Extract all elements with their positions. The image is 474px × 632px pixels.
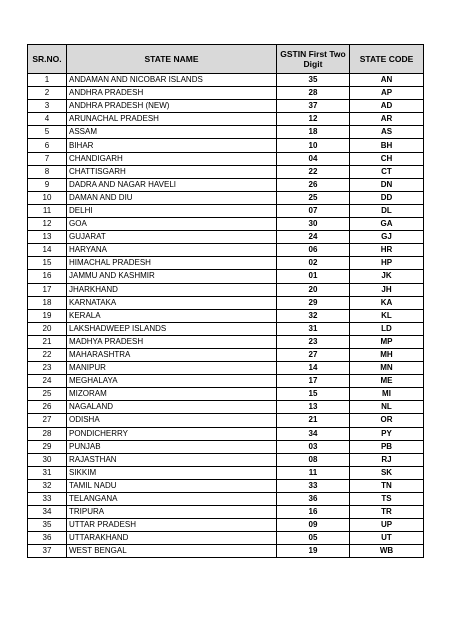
- sr-no-cell: 16: [28, 270, 67, 283]
- table-row: [28, 427, 424, 440]
- gstin-digit-cell: 20: [277, 283, 350, 296]
- state-code-cell: TN: [350, 479, 424, 492]
- sr-no-cell: 14: [28, 244, 67, 257]
- sr-no-cell: 3: [28, 100, 67, 113]
- gstin-digit-cell: 28: [277, 87, 350, 100]
- header-state-name: STATE NAME: [67, 45, 277, 74]
- sr-no-cell: 27: [28, 414, 67, 427]
- state-name-cell: RAJASTHAN: [67, 453, 277, 466]
- sr-no-cell: 13: [28, 231, 67, 244]
- header-state-code: STATE CODE: [350, 45, 424, 74]
- gstin-digit-cell: 35: [277, 74, 350, 87]
- gstin-digit-cell: 10: [277, 139, 350, 152]
- sr-no-cell: 20: [28, 322, 67, 335]
- header-sr-no: SR.NO.: [28, 45, 67, 74]
- sr-no-cell: 8: [28, 165, 67, 178]
- table-row: [28, 165, 424, 178]
- gstin-digit-cell: 24: [277, 231, 350, 244]
- state-code-cell: AN: [350, 74, 424, 87]
- state-code-cell: ME: [350, 375, 424, 388]
- table-row: [28, 139, 424, 152]
- sr-no-cell: 4: [28, 113, 67, 126]
- sr-no-cell: 25: [28, 388, 67, 401]
- sr-no-cell: 6: [28, 139, 67, 152]
- gstin-digit-cell: 01: [277, 270, 350, 283]
- sr-no-cell: 28: [28, 427, 67, 440]
- gstin-digit-cell: 26: [277, 178, 350, 191]
- state-name-cell: GOA: [67, 218, 277, 231]
- gstin-digit-cell: 13: [277, 401, 350, 414]
- state-name-cell: HIMACHAL PRADESH: [67, 257, 277, 270]
- state-name-cell: ANDHRA PRADESH: [67, 87, 277, 100]
- state-name-cell: NAGALAND: [67, 401, 277, 414]
- state-name-cell: WEST BENGAL: [67, 545, 277, 558]
- state-code-cell: UT: [350, 532, 424, 545]
- state-code-table: [27, 44, 424, 558]
- gstin-digit-cell: 21: [277, 414, 350, 427]
- state-name-cell: MIZORAM: [67, 388, 277, 401]
- state-name-cell: BIHAR: [67, 139, 277, 152]
- sr-no-cell: 22: [28, 348, 67, 361]
- state-code-cell: AR: [350, 113, 424, 126]
- gstin-digit-cell: 19: [277, 545, 350, 558]
- state-name-cell: JAMMU AND KASHMIR: [67, 270, 277, 283]
- state-name-cell: PONDICHERRY: [67, 427, 277, 440]
- sr-no-cell: 33: [28, 493, 67, 506]
- gstin-digit-cell: 15: [277, 388, 350, 401]
- table-row: [28, 87, 424, 100]
- state-code-cell: LD: [350, 322, 424, 335]
- state-name-cell: DAMAN AND DIU: [67, 191, 277, 204]
- state-code-cell: GA: [350, 218, 424, 231]
- state-name-cell: ANDHRA PRADESH (NEW): [67, 100, 277, 113]
- sr-no-cell: 12: [28, 218, 67, 231]
- state-code-cell: KL: [350, 309, 424, 322]
- state-code-cell: JH: [350, 283, 424, 296]
- gstin-digit-cell: 08: [277, 453, 350, 466]
- state-code-cell: SK: [350, 466, 424, 479]
- sr-no-cell: 21: [28, 335, 67, 348]
- state-name-cell: ASSAM: [67, 126, 277, 139]
- state-name-cell: LAKSHADWEEP ISLANDS: [67, 322, 277, 335]
- table-row: [28, 100, 424, 113]
- state-code-cell: DD: [350, 191, 424, 204]
- gstin-digit-cell: 12: [277, 113, 350, 126]
- table-row: [28, 375, 424, 388]
- state-name-cell: MAHARASHTRA: [67, 348, 277, 361]
- gstin-digit-cell: 07: [277, 204, 350, 217]
- state-code-cell: UP: [350, 519, 424, 532]
- table-row: [28, 519, 424, 532]
- sr-no-cell: 11: [28, 204, 67, 217]
- table-row: [28, 191, 424, 204]
- state-code-cell: CH: [350, 152, 424, 165]
- gstin-digit-cell: 02: [277, 257, 350, 270]
- sr-no-cell: 10: [28, 191, 67, 204]
- state-code-cell: MI: [350, 388, 424, 401]
- state-name-cell: JHARKHAND: [67, 283, 277, 296]
- table-row: [28, 244, 424, 257]
- table-row: [28, 257, 424, 270]
- gstin-digit-cell: 33: [277, 479, 350, 492]
- gstin-digit-cell: 27: [277, 348, 350, 361]
- sr-no-cell: 9: [28, 178, 67, 191]
- state-name-cell: ODISHA: [67, 414, 277, 427]
- table-row: [28, 335, 424, 348]
- gstin-digit-cell: 04: [277, 152, 350, 165]
- state-name-cell: UTTARAKHAND: [67, 532, 277, 545]
- table-row: [28, 322, 424, 335]
- sr-no-cell: 37: [28, 545, 67, 558]
- state-code-cell: JK: [350, 270, 424, 283]
- sr-no-cell: 31: [28, 466, 67, 479]
- state-name-cell: MADHYA PRADESH: [67, 335, 277, 348]
- state-name-cell: MANIPUR: [67, 362, 277, 375]
- state-code-cell: TR: [350, 506, 424, 519]
- state-name-cell: ANDAMAN AND NICOBAR ISLANDS: [67, 74, 277, 87]
- sr-no-cell: 18: [28, 296, 67, 309]
- gstin-digit-cell: 09: [277, 519, 350, 532]
- table-row: [28, 283, 424, 296]
- gstin-digit-cell: 14: [277, 362, 350, 375]
- gstin-digit-cell: 05: [277, 532, 350, 545]
- header-gstin-digit: GSTIN First Two Digit: [277, 45, 350, 74]
- state-name-cell: KARNATAKA: [67, 296, 277, 309]
- gstin-digit-cell: 23: [277, 335, 350, 348]
- sr-no-cell: 29: [28, 440, 67, 453]
- state-code-cell: WB: [350, 545, 424, 558]
- table-row: [28, 362, 424, 375]
- gstin-digit-cell: 03: [277, 440, 350, 453]
- state-name-cell: UTTAR PRADESH: [67, 519, 277, 532]
- gstin-digit-cell: 30: [277, 218, 350, 231]
- state-name-cell: GUJARAT: [67, 231, 277, 244]
- state-code-cell: AD: [350, 100, 424, 113]
- gstin-digit-cell: 16: [277, 506, 350, 519]
- table-row: [28, 440, 424, 453]
- sr-no-cell: 2: [28, 87, 67, 100]
- sr-no-cell: 19: [28, 309, 67, 322]
- table-row: [28, 466, 424, 479]
- sr-no-cell: 17: [28, 283, 67, 296]
- state-name-cell: HARYANA: [67, 244, 277, 257]
- table-row: [28, 152, 424, 165]
- state-name-cell: ARUNACHAL PRADESH: [67, 113, 277, 126]
- sr-no-cell: 32: [28, 479, 67, 492]
- state-name-cell: DADRA AND NAGAR HAVELI: [67, 178, 277, 191]
- table-row: [28, 231, 424, 244]
- header-row: [28, 45, 424, 74]
- table-row: [28, 74, 424, 87]
- gstin-digit-cell: 36: [277, 493, 350, 506]
- table-row: [28, 453, 424, 466]
- state-name-cell: KERALA: [67, 309, 277, 322]
- gstin-digit-cell: 29: [277, 296, 350, 309]
- state-code-cell: AS: [350, 126, 424, 139]
- state-code-cell: PY: [350, 427, 424, 440]
- state-name-cell: CHATTISGARH: [67, 165, 277, 178]
- state-name-cell: TRIPURA: [67, 506, 277, 519]
- gstin-digit-cell: 37: [277, 100, 350, 113]
- state-code-cell: MP: [350, 335, 424, 348]
- table-row: [28, 204, 424, 217]
- state-code-cell: PB: [350, 440, 424, 453]
- table-row: [28, 178, 424, 191]
- table-row: [28, 126, 424, 139]
- table-row: [28, 532, 424, 545]
- table-row: [28, 270, 424, 283]
- state-name-cell: CHANDIGARH: [67, 152, 277, 165]
- gstin-digit-cell: 22: [277, 165, 350, 178]
- state-code-cell: GJ: [350, 231, 424, 244]
- table-row: [28, 218, 424, 231]
- state-code-cell: DL: [350, 204, 424, 217]
- table-row: [28, 113, 424, 126]
- sr-no-cell: 36: [28, 532, 67, 545]
- sr-no-cell: 1: [28, 74, 67, 87]
- gstin-digit-cell: 32: [277, 309, 350, 322]
- gstin-digit-cell: 17: [277, 375, 350, 388]
- state-name-cell: DELHI: [67, 204, 277, 217]
- gstin-digit-cell: 11: [277, 466, 350, 479]
- table-row: [28, 388, 424, 401]
- sr-no-cell: 30: [28, 453, 67, 466]
- table-row: [28, 545, 424, 558]
- table-row: [28, 296, 424, 309]
- sr-no-cell: 35: [28, 519, 67, 532]
- state-code-cell: RJ: [350, 453, 424, 466]
- state-code-cell: HP: [350, 257, 424, 270]
- sr-no-cell: 23: [28, 362, 67, 375]
- state-name-cell: MEGHALAYA: [67, 375, 277, 388]
- table-row: [28, 493, 424, 506]
- sr-no-cell: 26: [28, 401, 67, 414]
- gstin-digit-cell: 18: [277, 126, 350, 139]
- table-row: [28, 479, 424, 492]
- sr-no-cell: 24: [28, 375, 67, 388]
- state-code-cell: MH: [350, 348, 424, 361]
- state-code-cell: CT: [350, 165, 424, 178]
- state-name-cell: SIKKIM: [67, 466, 277, 479]
- table-row: [28, 348, 424, 361]
- state-name-cell: TELANGANA: [67, 493, 277, 506]
- table-row: [28, 506, 424, 519]
- gstin-digit-cell: 34: [277, 427, 350, 440]
- state-code-cell: MN: [350, 362, 424, 375]
- state-code-cell: HR: [350, 244, 424, 257]
- state-code-cell: KA: [350, 296, 424, 309]
- sr-no-cell: 5: [28, 126, 67, 139]
- state-code-cell: DN: [350, 178, 424, 191]
- state-code-cell: NL: [350, 401, 424, 414]
- sr-no-cell: 34: [28, 506, 67, 519]
- table-body: [28, 74, 424, 558]
- gstin-digit-cell: 31: [277, 322, 350, 335]
- gstin-digit-cell: 06: [277, 244, 350, 257]
- state-code-cell: TS: [350, 493, 424, 506]
- state-code-cell: AP: [350, 87, 424, 100]
- table-row: [28, 401, 424, 414]
- sr-no-cell: 15: [28, 257, 67, 270]
- table-row: [28, 414, 424, 427]
- gstin-digit-cell: 25: [277, 191, 350, 204]
- state-name-cell: TAMIL NADU: [67, 479, 277, 492]
- state-code-cell: BH: [350, 139, 424, 152]
- table-row: [28, 309, 424, 322]
- sr-no-cell: 7: [28, 152, 67, 165]
- state-name-cell: PUNJAB: [67, 440, 277, 453]
- state-code-cell: OR: [350, 414, 424, 427]
